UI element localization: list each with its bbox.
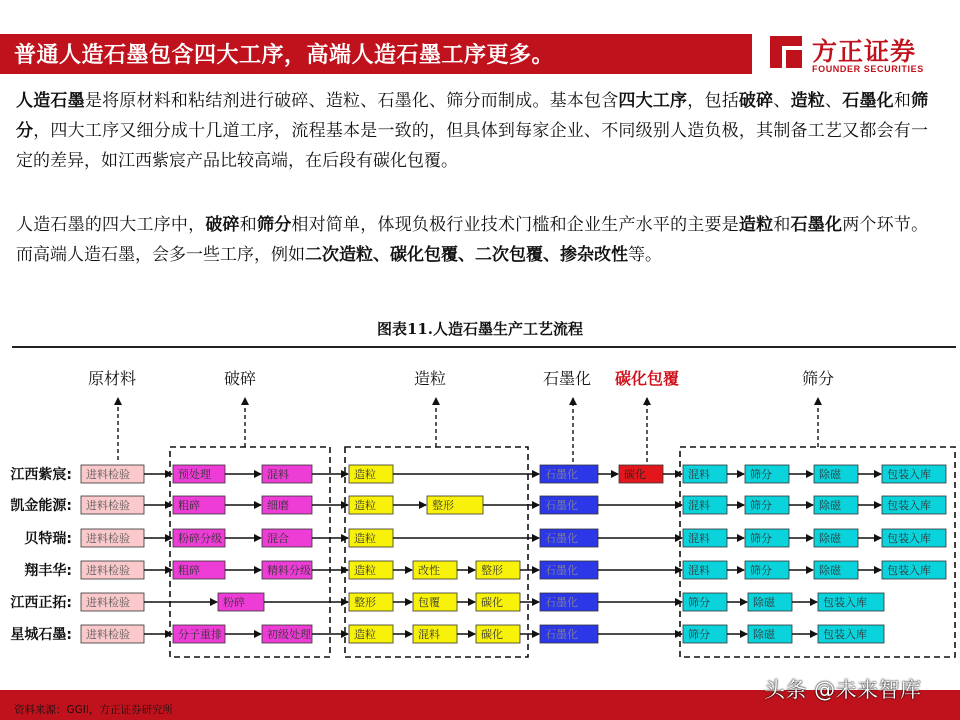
- process-node-label: 除磁: [819, 499, 841, 512]
- process-node-label: 包装入库: [823, 628, 867, 641]
- process-node-label: 除磁: [753, 628, 775, 641]
- process-node-label: 除磁: [819, 532, 841, 545]
- paragraph-text: 和: [893, 91, 912, 111]
- process-node-label: 整形: [432, 499, 454, 512]
- process-node-label: 筛分: [688, 628, 710, 641]
- paragraph-text: 、: [825, 91, 843, 111]
- figure-caption: 图表11.人造石墨生产工艺流程: [376, 320, 584, 338]
- bold-term: 造粒: [738, 215, 774, 235]
- process-node-label: 筛分: [750, 564, 772, 577]
- process-node-label: 石墨化: [545, 532, 578, 545]
- process-node-label: 进料检验: [86, 499, 130, 512]
- watermark: 头条 @未来智库: [764, 678, 922, 702]
- process-node-label: 改性: [418, 564, 440, 577]
- process-node-label: 进料检验: [86, 468, 130, 481]
- source-note: 资料来源：GGII，方正证券研究所: [14, 704, 173, 716]
- paragraph-text: 是将原材料和粘结剂进行破碎、造粒、石墨化、筛分而制成。基本包含: [84, 91, 619, 111]
- process-node-label: 碳化: [481, 628, 503, 641]
- process-node-label: 分子重排: [178, 628, 222, 641]
- process-node-label: 包装入库: [887, 499, 931, 512]
- bold-term: 石墨化: [790, 215, 843, 235]
- process-node-label: 造粒: [354, 499, 376, 512]
- paragraph-text: 、: [773, 91, 791, 111]
- process-node-label: 石墨化: [545, 564, 578, 577]
- process-node-label: 石墨化: [545, 468, 578, 481]
- process-node-label: 混料: [688, 532, 710, 545]
- company-name: 贝特瑞:: [24, 531, 72, 547]
- logo-cn-text: 方正证券: [812, 37, 917, 66]
- process-node-label: 精料分级: [267, 564, 311, 577]
- process-node-label: 筛分: [750, 532, 772, 545]
- bold-term: 人造石墨: [16, 91, 85, 111]
- process-node-label: 进料检验: [86, 532, 130, 545]
- process-node-label: 包装入库: [887, 564, 931, 577]
- bold-term: 破碎: [205, 215, 240, 235]
- process-node-label: 粉碎: [223, 596, 245, 609]
- stage-label: 碳化包覆: [614, 369, 680, 388]
- process-node-label: 初级处理: [267, 628, 311, 641]
- stage-label: 筛分: [801, 369, 835, 388]
- company-name: 凯金能源:: [10, 498, 72, 514]
- logo-en-text: FOUNDER SECURITIES: [812, 64, 924, 74]
- paragraph-text: ，四大工序又细分成十几道工序，流程基本是一致的，但具体到每家企业、不同级别人造负极，其制备工艺又都会有一定的差异，如江西紫宸产品比较高端，在后段有碳化包覆。: [16, 121, 929, 171]
- process-node-label: 混料: [688, 564, 710, 577]
- paragraph-text: 等。: [628, 245, 662, 265]
- process-node-label: 造粒: [354, 532, 376, 545]
- process-node-label: 除磁: [753, 596, 775, 609]
- process-node-label: 造粒: [354, 564, 376, 577]
- process-node-label: 筛分: [688, 596, 710, 609]
- process-node-label: 粗碎: [178, 499, 200, 512]
- company-name: 翔丰华:: [24, 563, 72, 579]
- process-node-label: 进料检验: [86, 564, 130, 577]
- process-node-label: 筛分: [750, 468, 772, 481]
- stage-label: 破碎: [223, 369, 257, 388]
- process-node-label: 造粒: [354, 628, 376, 641]
- process-node-label: 混料: [267, 468, 289, 481]
- process-node-label: 混料: [688, 468, 710, 481]
- bold-term: 二次造粒、碳化包覆、二次包覆、掺杂改性: [305, 245, 628, 265]
- company-name: 江西紫宸:: [10, 467, 72, 483]
- process-node-label: 进料检验: [86, 628, 130, 641]
- process-node-label: 进料检验: [86, 596, 130, 609]
- process-node-label: 整形: [481, 564, 503, 577]
- process-node-label: 除磁: [819, 564, 841, 577]
- company-name: 江西正拓:: [10, 595, 72, 611]
- paragraph-text: 和: [239, 215, 257, 235]
- paragraph-text: 两个环节。 而高端人造石墨，会多一些工序，例如: [16, 215, 929, 265]
- process-node-label: 碳化: [481, 596, 503, 609]
- stage-label: 原材料: [87, 369, 137, 388]
- process-node-label: 混料: [418, 628, 440, 641]
- process-node-label: 混料: [688, 499, 710, 512]
- stage-label: 造粒: [413, 369, 447, 388]
- bold-term: 石墨化: [842, 91, 894, 111]
- paragraph-text: ，包括: [687, 91, 739, 111]
- process-node-label: 包覆: [418, 596, 440, 609]
- process-node-label: 包装入库: [887, 532, 931, 545]
- process-node-label: 筛分: [750, 499, 772, 512]
- process-node-label: 除磁: [819, 468, 841, 481]
- process-node-label: 石墨化: [545, 628, 578, 641]
- bold-term: 破碎: [738, 91, 774, 111]
- paragraph-text: 相对简单，体现负极行业技术门槛和企业生产水平的主要是: [291, 215, 739, 235]
- bold-term: 造粒: [790, 91, 826, 111]
- process-node-label: 粗碎: [178, 564, 200, 577]
- process-node-label: 细磨: [267, 499, 289, 512]
- process-node-label: 整形: [354, 596, 376, 609]
- paragraph-text: 人造石墨的四大工序中，: [16, 215, 206, 235]
- bold-term: 筛分: [16, 91, 929, 141]
- company-name: 星城石墨:: [10, 627, 72, 643]
- process-node-label: 石墨化: [545, 499, 578, 512]
- process-node-label: 粉碎分级: [178, 532, 222, 545]
- process-node-label: 石墨化: [545, 596, 578, 609]
- bold-term: 筛分: [256, 215, 292, 235]
- process-node-label: 包装入库: [823, 596, 867, 609]
- process-node-label: 包装入库: [887, 468, 931, 481]
- page-title: 普通人造石墨包含四大工序，高端人造石墨工序更多。: [14, 43, 555, 68]
- process-node-label: 混合: [267, 532, 289, 545]
- process-node-label: 造粒: [354, 468, 376, 481]
- process-node-label: 预处理: [178, 468, 211, 481]
- bold-term: 四大工序: [618, 91, 688, 111]
- paragraph-text: 和: [773, 215, 791, 235]
- process-node-label: 碳化: [624, 468, 646, 481]
- stage-label: 石墨化: [542, 369, 592, 388]
